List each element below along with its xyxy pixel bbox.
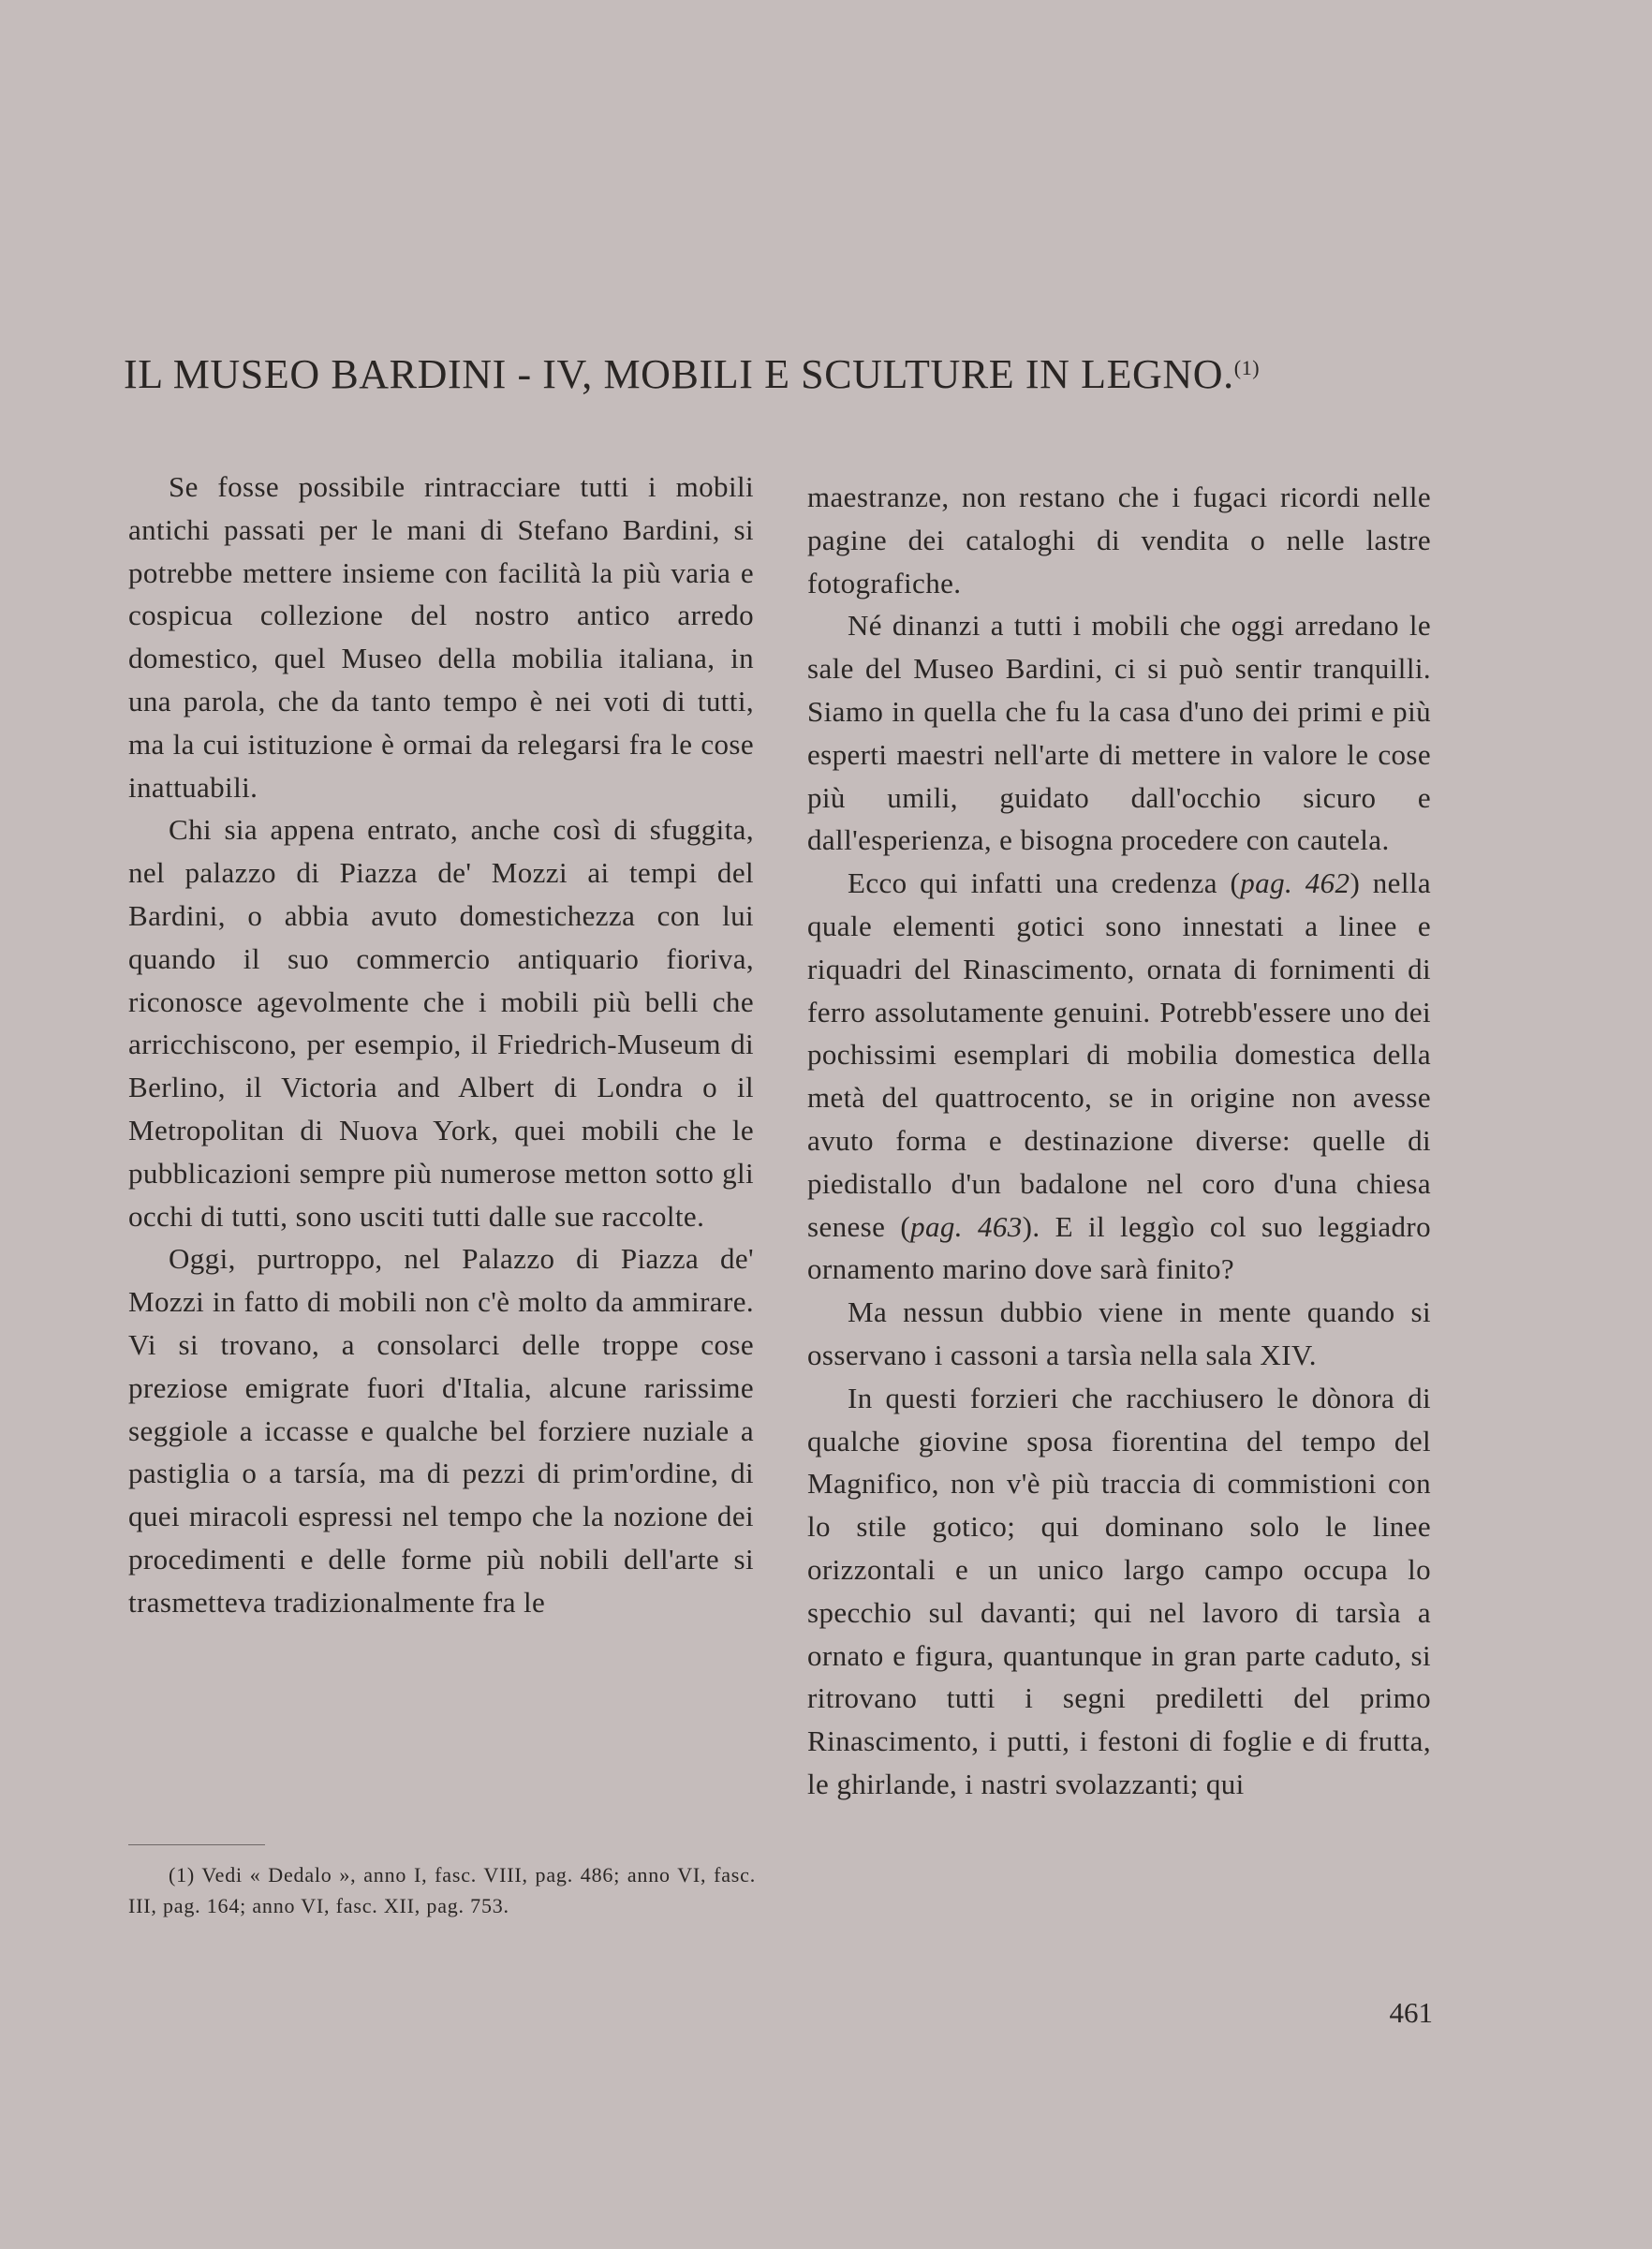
paragraph-continued: maestranze, non restano che i fugaci ricordi nelle pagine dei cataloghi di vendita o nelle lastre fotografiche.: [807, 481, 1431, 599]
paragraph: Se fosse possibile rintracciare tutti i mobili antichi passati per le mani di Stefano Bardini, si potrebbe mettere insieme con facilità la più varia e cospicua collezione del nostro antico arredo domestico, quel Museo della mobilia italiana, in una parola, che da tanto tempo è nei voti di tutti, ma la cui istituzione è ormai da relegarsi fra le cose inattuabili.: [128, 470, 754, 804]
paragraph: In questi forzieri che racchiusero le dònora di qualche giovine sposa fiorentina del tempo del Magnifico, non v'è più traccia di commistioni con lo stile gotico; qui dominano solo le linee orizzontali e un unico largo campo occupa lo specchio sul davanti; qui nel lavoro di tarsìa a ornato e figura, quantunque in gran parte caduto, si ritrovano tutti i segni prediletti del primo Rinascimento, i putti, i festoni di foglie e di frutta, le ghirlande, i nastri svolazzanti; qui: [807, 1381, 1431, 1800]
page-reference: pag. 462: [1240, 866, 1350, 900]
text-run: ) nella quale elementi gotici sono innestati a linee e riquadri del Rinascimento, ornata di fornimenti di ferro assolutamente genuini. Potrebb'essere uno dei pochissimi esemplari di mobilia domestica della metà del quattrocento, se in origine non avesse avuto forma e destinazione diverse: quelle di piedistallo d'un badalone nel coro d'una chiesa senese (: [807, 866, 1432, 1243]
paragraph: Oggi, purtroppo, nel Palazzo di Piazza de' Mozzi in fatto di mobili non c'è molto da ammirare. Vi si trovano, a consolarci delle troppe cose preziose emigrate fuori d'Italia, alcune rarissime seggiole a iccasse e qualche bel forziere nuziale a pastiglia o a tarsía, ma di pezzi di prim'ordine, di quei miracoli espressi nel tempo che la nozione dei procedimenti e delle forme più nobili dell'arte si trasmetteva tradizionalmente fra le: [128, 1242, 754, 1619]
page-reference: pag. 463: [910, 1209, 1023, 1243]
paragraph: Chi sia appena entrato, anche così di sfuggita, nel palazzo di Piazza de' Mozzi ai tempi del Bardini, o abbia avuto domestichezza con lui quando il suo commercio antiquario fioriva, riconosce agevolmente che i mobili più belli che arricchiscono, per esempio, il Friedrich-Museum di Berlino, il Victoria and Albert di Londra o il Metropolitan di Nuova York, quei mobili che le pubblicazioni sempre più numerose metton sotto gli occhi di tutti, sono usciti tutti dalle sue raccolte.: [128, 813, 754, 1233]
text-run: ). E il leggìo col suo leggiadro ornamento marino dove sarà finito?: [807, 1209, 1432, 1286]
footnote-marker: (1): [1233, 356, 1261, 379]
text-run: Ecco qui infatti una credenza (: [848, 866, 1241, 900]
paragraph: Ma nessun dubbio viene in mente quando si osservano i cassoni a tarsìa nella sala XIV.: [807, 1295, 1431, 1371]
title-text: IL MUSEO BARDINI - IV, MOBILI E SCULTURE IN LEGNO.: [124, 351, 1234, 397]
left-column: [128, 466, 754, 1624]
paragraph: Né dinanzi a tutti i mobili che oggi arredano le sale del Museo Bardini, ci si può sentir tranquilli. Siamo in quella che fu la casa d'uno dei primi e più esperti maestri nell'arte di mettere in valore le cose più umili, guidato dall'occhio sicuro e dall'esperienza, e bisogna procedere con cautela.: [807, 609, 1431, 857]
page-number: 461: [1389, 1996, 1433, 2029]
right-column: [807, 476, 1431, 1806]
page-title: [124, 350, 1528, 398]
paragraph: [807, 862, 1431, 1291]
footnote: (1) Vedi « Dedalo », anno I, fasc. VIII, pag. 486; anno VI, fasc. III, pag. 164; anno VI, fasc. XII, pag. 753.: [128, 1863, 756, 1917]
footnote-divider: [128, 1844, 265, 1845]
